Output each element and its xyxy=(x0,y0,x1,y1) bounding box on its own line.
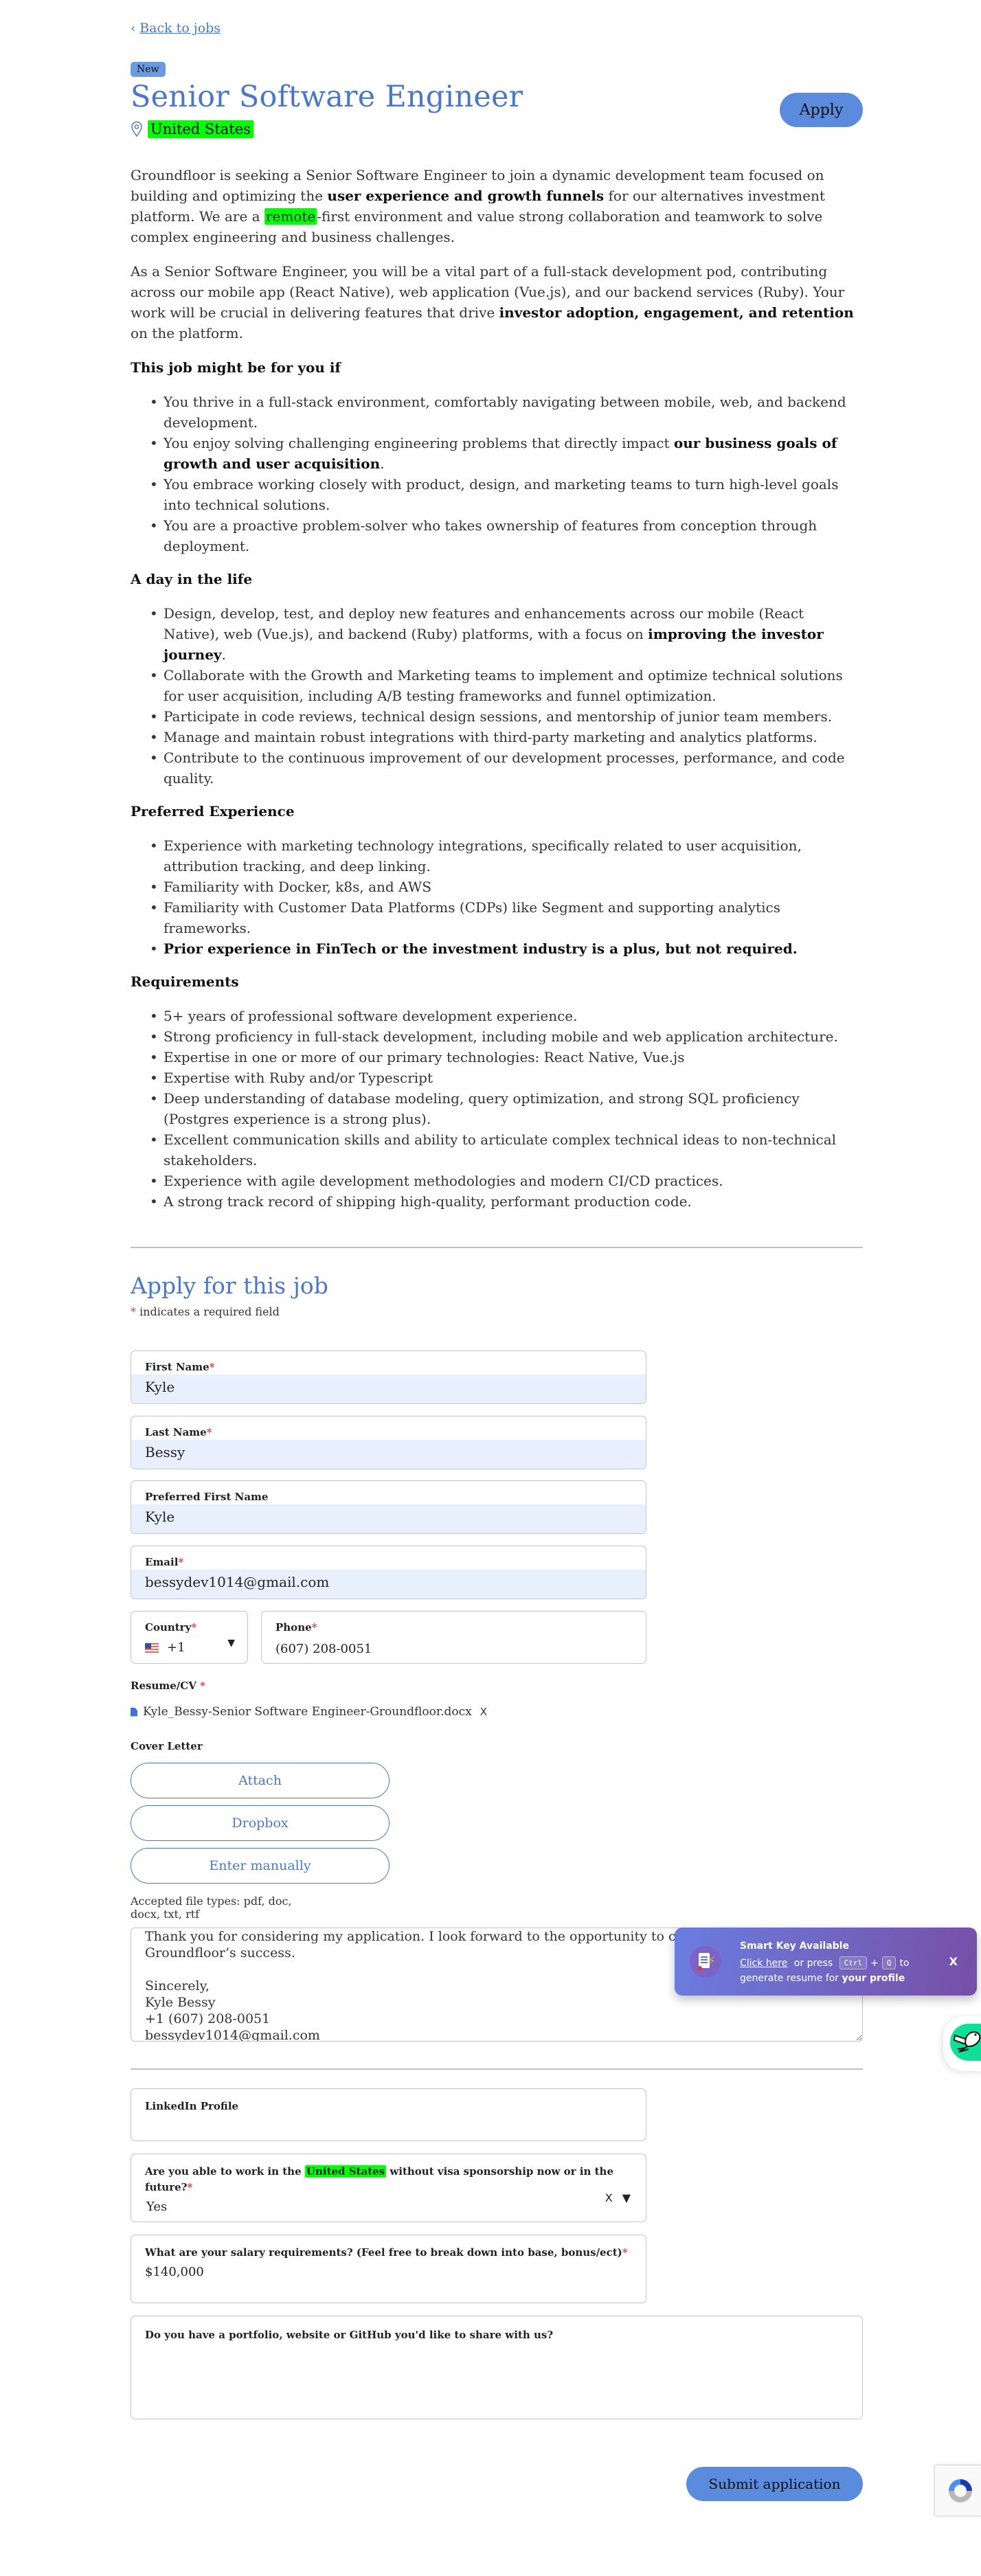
bird-icon xyxy=(952,2026,981,2056)
location-text: United States xyxy=(148,120,253,138)
section-list xyxy=(131,1006,863,1212)
submit-application-button[interactable]: Submit application xyxy=(686,2467,863,2501)
back-link[interactable] xyxy=(131,21,221,36)
intro-paragraph-2: As a Senior Software Engineer, you will be a vital part of a full-stack development pod, contributing across our mobile app (React Native), web application (Vue.js), and our backend services (Ruby). Your work will be crucial in delivering features that drive investor adoption, engagement, and retention on the platform. xyxy=(131,263,854,341)
required-note: * indicates a required field xyxy=(131,1305,280,1318)
smart-key-toast: ⚡ Smart Key Available Click here or press Ctrl + Q to generate resume for your profile X xyxy=(675,1928,977,1996)
list-item: • You embrace working closely with product, design, and marketing teams to turn high-level goals into technical solutions. xyxy=(164,474,863,515)
location-pin-icon xyxy=(131,121,143,137)
job-location xyxy=(131,120,253,138)
resume-label: Resume/CV * xyxy=(131,1680,205,1692)
recaptcha-badge[interactable] xyxy=(934,2465,981,2516)
list-item: • Familiarity with Customer Data Platforms (CDPs) like Segment and supporting analytics frameworks. xyxy=(164,897,863,938)
job-description xyxy=(131,165,863,1224)
list-item: • You thrive in a full-stack environment, comfortably navigating between mobile, web, and backend development. xyxy=(164,392,863,433)
email-input[interactable]: bessydev1014@gmail.com xyxy=(131,1570,646,1598)
visa-sponsorship-field[interactable]: Are you able to work in the United States without visa sponsorship now or in the future?* Yes X ▼ xyxy=(131,2154,646,2222)
first-name-field[interactable]: First Name* Kyle xyxy=(131,1351,646,1404)
section-heading: Requirements xyxy=(131,973,239,990)
list-item: • Collaborate with the Growth and Marketing teams to implement and optimize technical solutions for user acquisition, including A/B testing frameworks and funnel optimization. xyxy=(164,665,863,706)
section-heading: Preferred Experience xyxy=(131,803,295,820)
section-list xyxy=(131,835,863,959)
apply-button[interactable]: Apply xyxy=(780,93,863,127)
job-title: Senior Software Engineer xyxy=(131,80,523,114)
close-icon[interactable]: X xyxy=(949,1955,958,1968)
resume-file: Kyle_Bessy-Senior Software Engineer-Groundfloor.docx X xyxy=(131,1705,487,1719)
list-item: • You are a proactive problem-solver who takes ownership of features from conception through deployment. xyxy=(164,515,863,556)
list-item: • Expertise in one or more of our primary technologies: React Native, Vue.js xyxy=(164,1047,863,1067)
portfolio-field[interactable]: Do you have a portfolio, website or GitHub you'd like to share with us? xyxy=(131,2316,863,2419)
preferred-first-name-input[interactable]: Kyle xyxy=(131,1504,646,1533)
list-item: • Experience with marketing technology integrations, specifically related to user acquisition, attribution tracking, and deep linking. xyxy=(164,835,863,877)
list-item: • 5+ years of professional software development experience. xyxy=(164,1006,863,1026)
clear-icon[interactable]: X xyxy=(605,2191,613,2204)
dropbox-button[interactable]: Dropbox xyxy=(131,1805,390,1841)
remove-file-icon[interactable]: X xyxy=(480,1706,488,1718)
list-item: • Deep understanding of database modeling, query optimization, and strong SQL proficiency (Postgres experience is a strong plus). xyxy=(164,1088,863,1129)
list-item: • A strong track record of shipping high-quality, performant production code. xyxy=(164,1191,863,1212)
section-heading: A day in the life xyxy=(131,571,253,587)
first-name-input[interactable]: Kyle xyxy=(131,1375,646,1403)
salary-input[interactable]: $140,000 xyxy=(145,2265,204,2279)
section-heading: This job might be for you if xyxy=(131,359,341,376)
apply-heading: Apply for this job xyxy=(131,1272,328,1299)
list-item: • Strong proficiency in full-stack development, including mobile and web application architecture. xyxy=(164,1026,863,1047)
linkedin-field[interactable]: LinkedIn Profile xyxy=(131,2088,646,2141)
preferred-first-name-field[interactable]: Preferred First Name Kyle xyxy=(131,1480,646,1534)
description-sections xyxy=(131,357,863,1212)
back-to-jobs-link[interactable]: Back to jobs xyxy=(139,21,221,36)
enter-manually-button[interactable]: Enter manually xyxy=(131,1848,390,1884)
list-item: • Design, develop, test, and deploy new features and enhancements across our mobile (React Native), web (Vue.js), and backend (Ruby) platforms, with a focus on improving the investor journey. xyxy=(164,603,863,665)
linkedin-input[interactable] xyxy=(131,2114,646,2119)
us-flag-icon xyxy=(145,1643,159,1653)
recaptcha-icon xyxy=(945,2475,976,2507)
q-key: Q xyxy=(882,1956,897,1969)
new-badge: New xyxy=(131,62,166,77)
click-here-link[interactable]: Click here xyxy=(740,1957,788,1969)
list-item: • Expertise with Ruby and/or Typescript xyxy=(164,1067,863,1088)
divider xyxy=(131,1247,863,1248)
visa-select-value[interactable]: Yes xyxy=(146,2200,168,2214)
chevron-left-icon: ‹ xyxy=(131,21,136,36)
bird-assistant-button[interactable] xyxy=(943,2016,981,2071)
list-item: • Contribute to the continuous improvement of our development processes, performance, and code quality. xyxy=(164,747,863,789)
phone-field[interactable]: Phone* (607) 208-0051 xyxy=(261,1611,646,1664)
resume-lightning-icon: ⚡ xyxy=(690,1946,721,1978)
email-field[interactable]: Email* bessydev1014@gmail.com xyxy=(131,1546,646,1599)
document-icon xyxy=(131,1708,137,1717)
country-select[interactable]: Country* +1 ▼ xyxy=(131,1611,248,1664)
last-name-input[interactable]: Bessy xyxy=(131,1440,646,1469)
list-item: • Participate in code reviews, technical design sessions, and mentorship of junior team members. xyxy=(164,706,863,727)
ctrl-key: Ctrl xyxy=(839,1956,868,1969)
section-list xyxy=(131,392,863,556)
list-item: • Experience with agile development methodologies and modern CI/CD practices. xyxy=(164,1171,863,1191)
caret-down-icon[interactable]: ▼ xyxy=(622,2191,631,2204)
section-list xyxy=(131,603,863,789)
list-item: • Prior experience in FinTech or the investment industry is a plus, but not required. xyxy=(164,938,863,959)
list-item: • Familiarity with Docker, k8s, and AWS xyxy=(164,877,863,897)
salary-field[interactable]: What are your salary requirements? (Feel free to break down into base, bonus/ect)* $140,000 xyxy=(131,2235,646,2303)
toast-title: Smart Key Available xyxy=(740,1941,849,1952)
phone-input[interactable]: (607) 208-0051 xyxy=(275,1642,372,1656)
intro-paragraph-1: Groundfloor is seeking a Senior Software Engineer to join a dynamic development team focused on building and optimizing the user experience and growth funnels for our alternatives investment platform. We are a remote -first environment and value strong collaboration and teamwork to solve complex engineering and business challenges. xyxy=(131,167,825,245)
last-name-field[interactable]: Last Name* Bessy xyxy=(131,1416,646,1469)
list-item: • You enjoy solving challenging engineering problems that directly impact our business goals of growth and user acquisition. xyxy=(164,433,863,474)
caret-down-icon[interactable]: ▼ xyxy=(227,1638,235,1649)
attach-button[interactable]: Attach xyxy=(131,1763,390,1798)
cover-letter-label: Cover Letter xyxy=(131,1740,203,1752)
divider xyxy=(131,2068,863,2070)
accepted-file-types: Accepted file types: pdf, doc, docx, txt, rtf xyxy=(131,1895,292,1921)
list-item: • Excellent communication skills and ability to articulate complex technical ideas to non-technical stakeholders. xyxy=(164,1129,863,1171)
list-item: • Manage and maintain robust integrations with third-party marketing and analytics platforms. xyxy=(164,727,863,747)
